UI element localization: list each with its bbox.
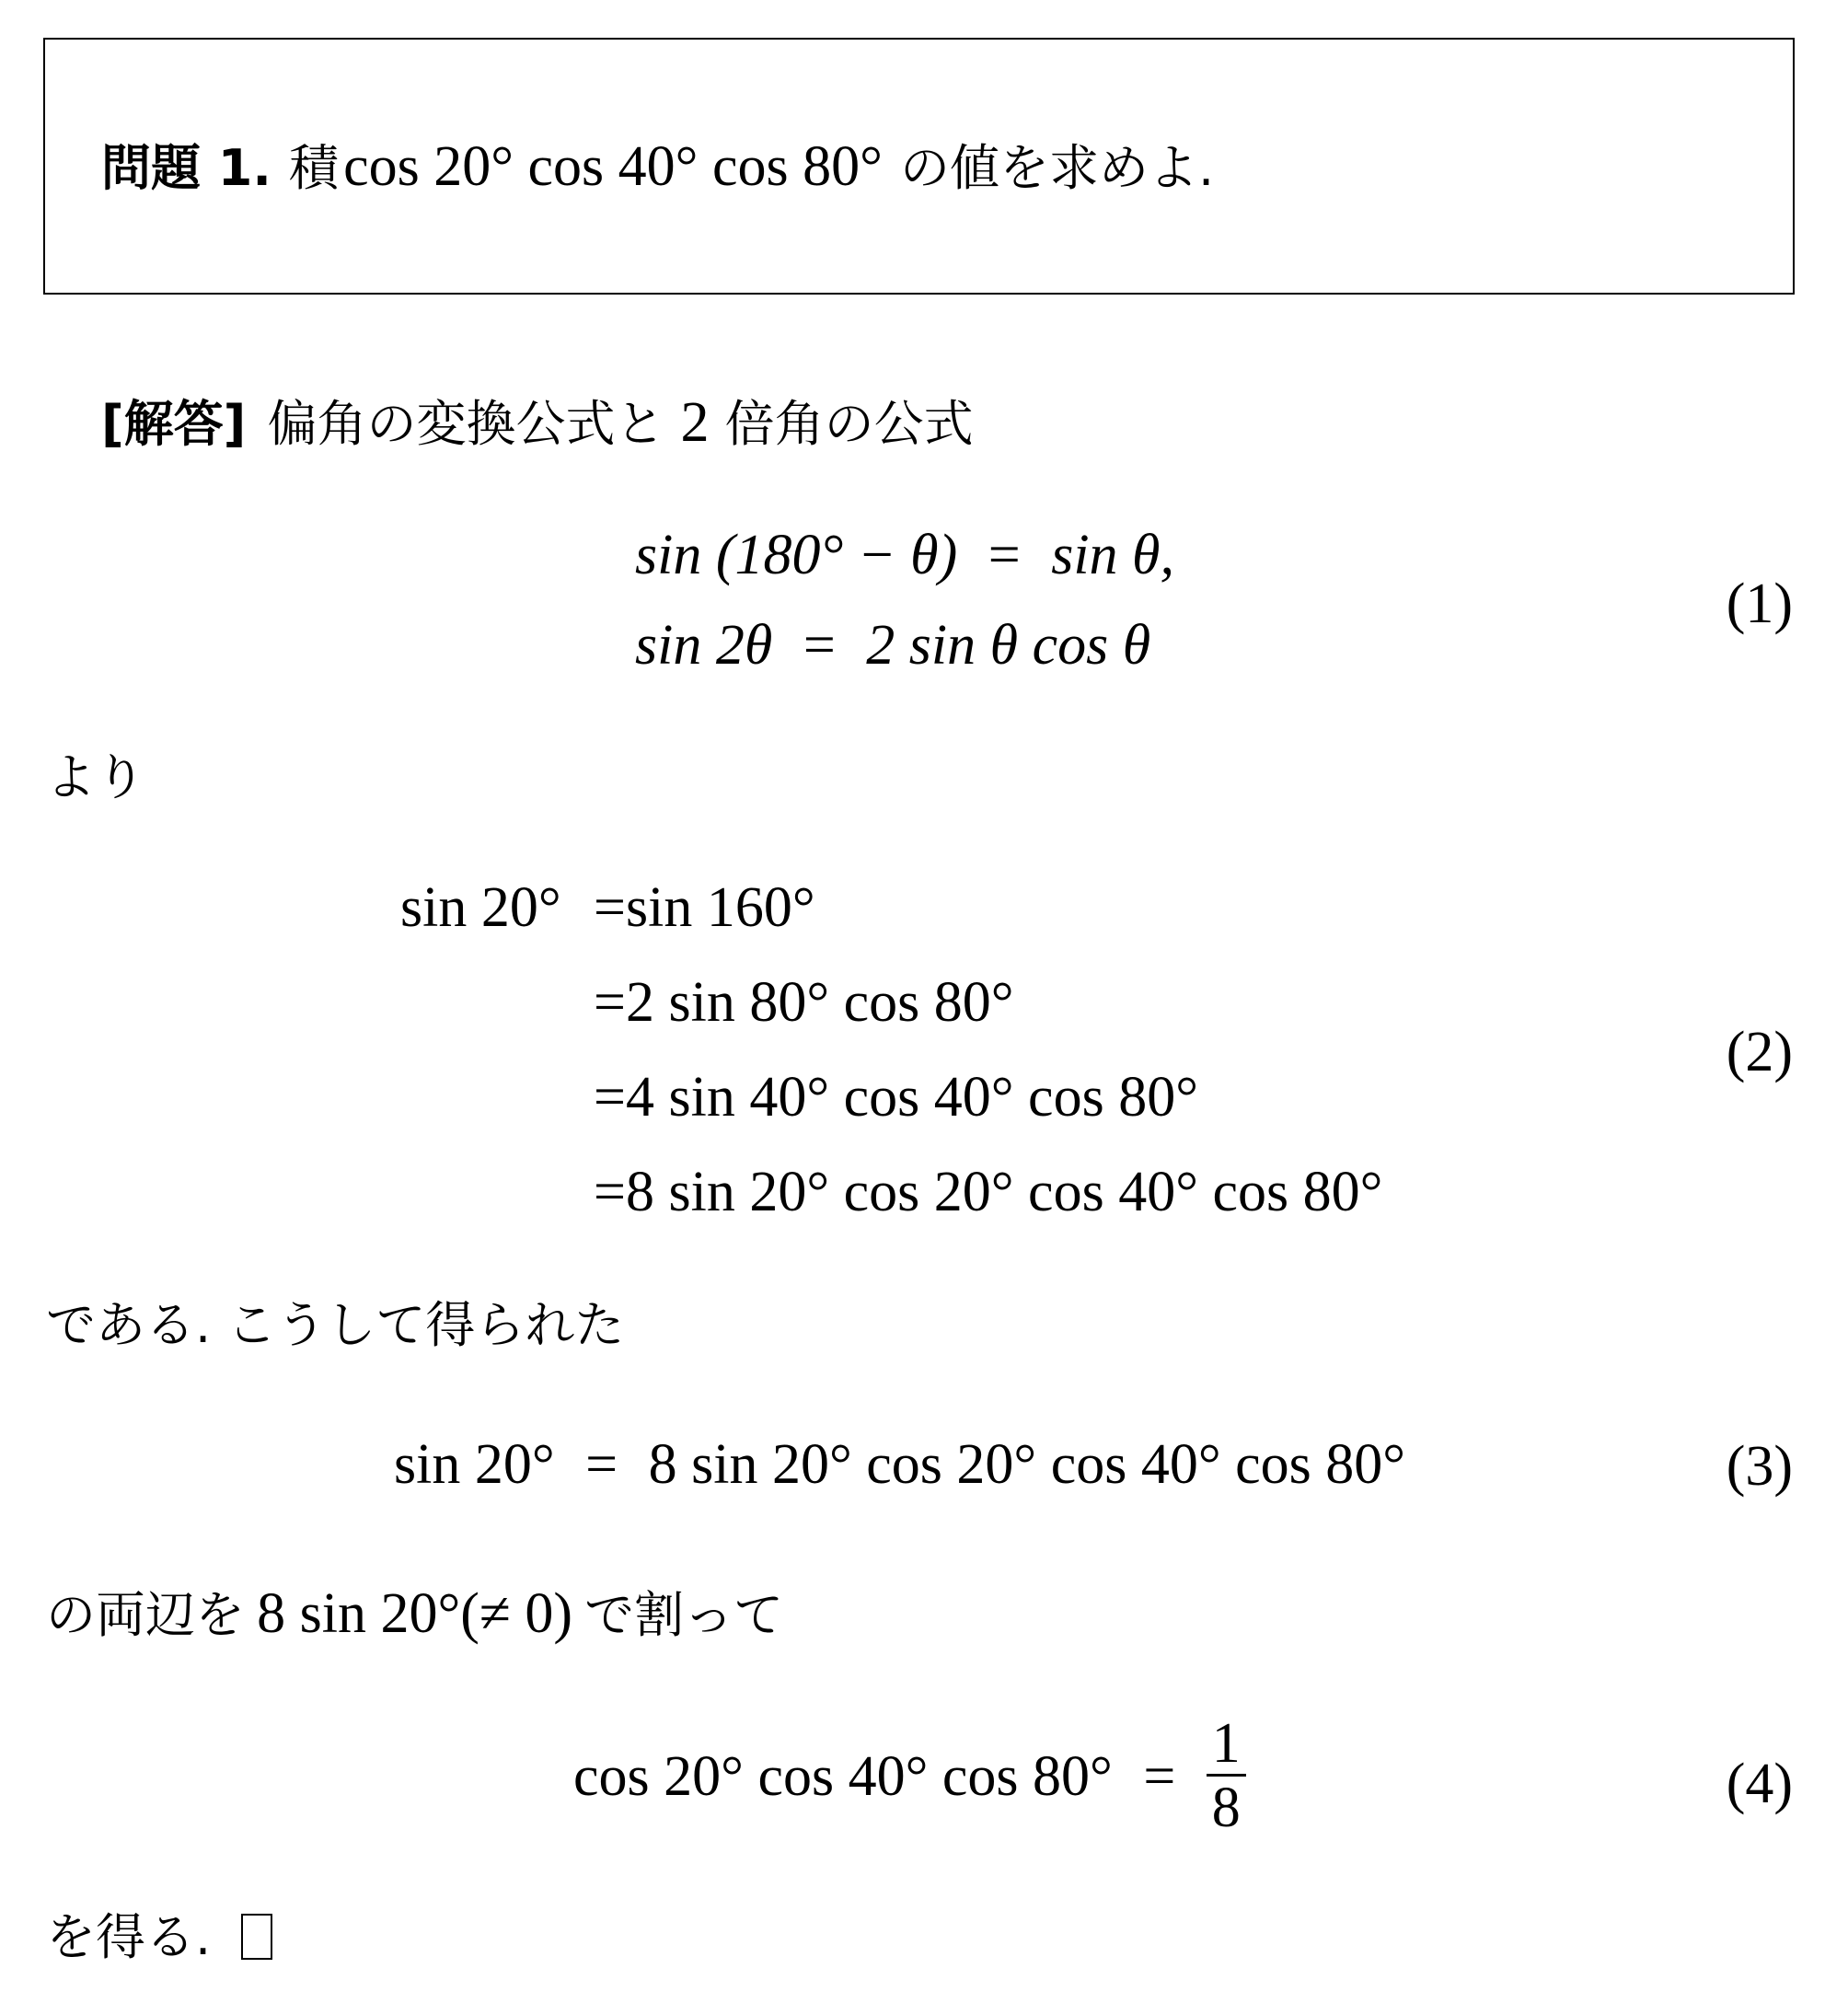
eq4-fraction	[1207, 1714, 1246, 1839]
eq1-line2-rhs: 2 sin θ cos θ	[866, 614, 1151, 677]
eq4-tag: (4)	[1726, 1753, 1793, 1815]
eq1-line1-lhs: sin (180° − θ)	[635, 524, 958, 586]
problem-statement	[101, 135, 1215, 198]
problem-text-prefix: 積	[288, 139, 339, 197]
text-conclusion: を得る.	[46, 1908, 212, 1966]
eq4	[573, 1714, 1246, 1839]
solution-intro	[101, 391, 974, 454]
eq1-line1-rel: =	[988, 524, 1021, 586]
eq2-tag: (2)	[1726, 1021, 1793, 1083]
text-ryouhen-prefix: の両辺を	[46, 1586, 245, 1644]
problem-expression: cos 20° cos 40° cos 80°	[343, 135, 883, 198]
eq4-denominator: 8	[1211, 1777, 1241, 1840]
eq2-lhs: sin 20°	[400, 876, 561, 939]
qed-square-icon	[241, 1914, 272, 1960]
solution-intro-text: 偏角の変換公式と	[267, 395, 665, 453]
eq1-line2-lhs: sin 2θ	[635, 614, 773, 677]
eq1-tag: (1)	[1726, 573, 1793, 635]
text-ryouhen	[46, 1582, 784, 1645]
problem-label: 問題 1.	[101, 139, 271, 197]
eq2-line-1: =sin 160°	[594, 876, 815, 939]
solution-intro-end: 倍角の公式	[724, 395, 974, 453]
text-ryouhen-expr: 8 sin 20°(≠ 0)	[257, 1582, 573, 1645]
solution-label: [解答]	[101, 395, 247, 453]
eq3	[394, 1433, 1406, 1496]
eq4-lhs: cos 20° cos 40° cos 80°	[573, 1745, 1113, 1809]
eq2-line-3: =4 sin 40° cos 40° cos 80°	[594, 1066, 1198, 1129]
eq4-numerator: 1	[1207, 1714, 1246, 1777]
problem-text-suffix: の値を求めよ.	[900, 139, 1215, 197]
eq4-rel: =	[1143, 1745, 1176, 1809]
eq2-line-2: =2 sin 80° cos 80°	[594, 971, 1014, 1034]
conclusion-line	[46, 1908, 272, 1966]
text-yori: より	[46, 748, 145, 806]
eq1-line1-rhs: sin θ,	[1051, 524, 1175, 586]
text-ryouhen-suffix: で割って	[584, 1586, 784, 1644]
eq1-line2-rel: =	[803, 614, 836, 677]
eq2-line-4: =8 sin 20° cos 20° cos 40° cos 80°	[594, 1161, 1383, 1223]
eq3-tag: (3)	[1726, 1435, 1793, 1498]
eq3-rhs: 8 sin 20° cos 20° cos 40° cos 80°	[648, 1433, 1406, 1496]
solution-intro-number: 2	[680, 391, 710, 454]
eq1-line1	[635, 524, 1175, 586]
eq3-rel: =	[585, 1433, 618, 1496]
text-dearu: である. こうして得られた	[46, 1296, 625, 1354]
eq1-line2	[635, 614, 1151, 677]
eq3-lhs: sin 20°	[394, 1433, 555, 1496]
